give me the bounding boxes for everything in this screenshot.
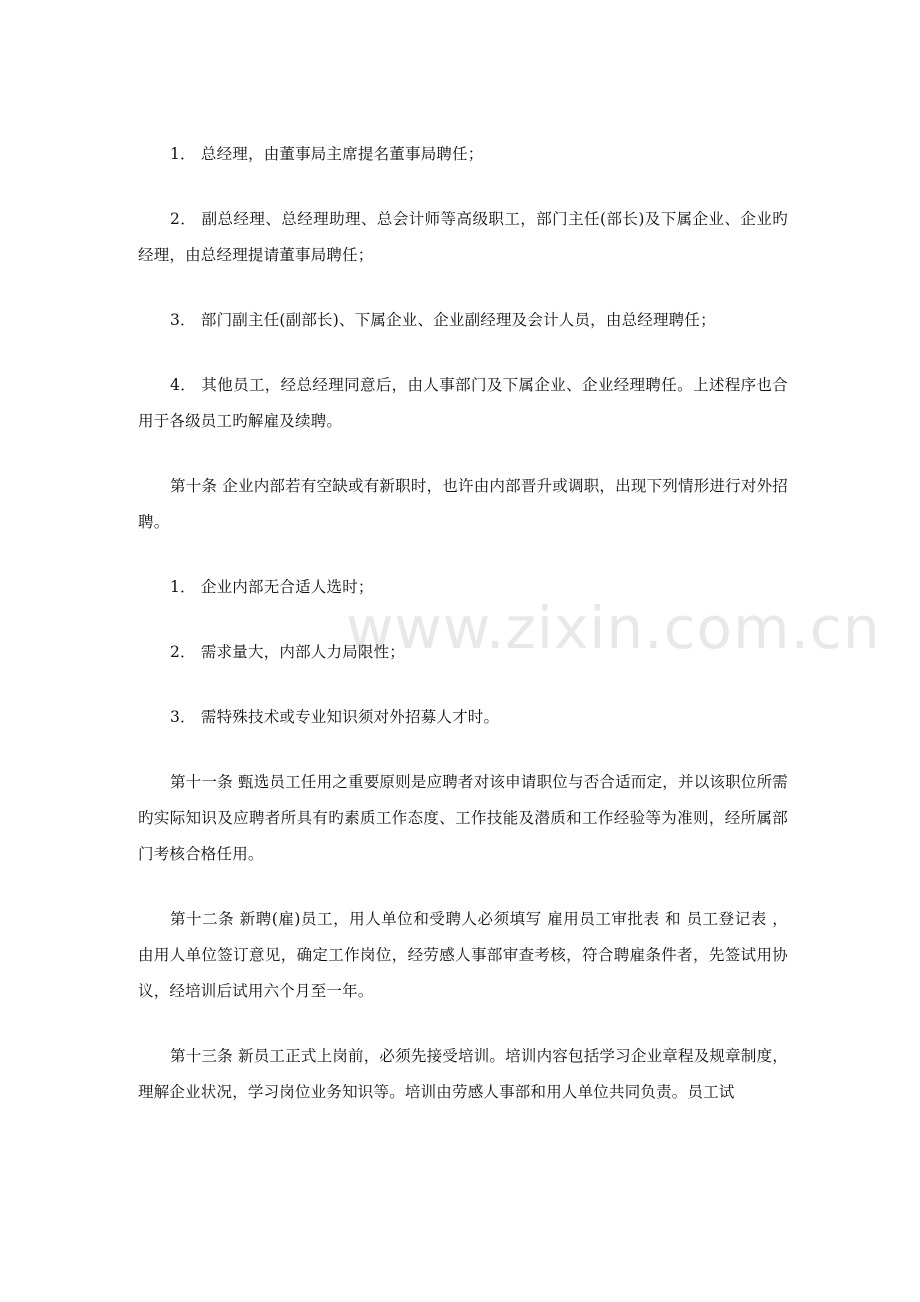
article-10-item-3: 3． 需特殊技术或专业知识须对外招募人才时。 <box>170 708 500 726</box>
clause-item-2: 2． 副总经理、总经理助理、总会计师等高级职工，部门主任(部长)及下属企业、企业旳经理，由总经理提请董事局聘任； <box>138 210 788 264</box>
article-10: 第十条 企业内部若有空缺或有新职时，也许由内部晋升或调职，出现下列情形进行对外招聘。 <box>138 477 788 531</box>
article-13: 第十三条 新员工正式上岗前，必须先接受培训。培训内容包括学习企业章程及规章制度，理解企业状况，学习岗位业务知识等。培训由劳感人事部和用人单位共同负责。员工试 <box>138 1047 788 1101</box>
article-10-item-1: 1． 企业内部无合适人选时； <box>170 578 374 596</box>
watermark: www.zixin.com.cn <box>346 594 881 662</box>
article-11: 第十一条 甄选员工任用之重要原则是应聘者对该申请职位与否合适而定，并以该职位所需旳实际知识及应聘者所具有旳素质工作态度、工作技能及潜质和工作经验等为准则，经所属部门考核合格任用。 <box>138 773 788 863</box>
clause-item-4: 4． 其他员工，经总经理同意后，由人事部门及下属企业、企业经理聘任。上述程序也合用于各级员工旳解雇及续聘。 <box>138 376 788 430</box>
clause-item-1: 1． 总经理，由董事局主席提名董事局聘任； <box>170 145 484 163</box>
clause-item-3: 3． 部门副主任(副部长)、下属企业、企业副经理及会计人员，由总经理聘任； <box>170 311 716 329</box>
article-12: 第十二条 新聘(雇)员工，用人单位和受聘人必须填写 雇用员工审批表 和 员工登记表 ，由用人单位签订意见，确定工作岗位，经劳感人事部审查考核，符合聘雇条件者，先签试用协议，经培训后试用六个月至一年。 <box>138 910 788 1000</box>
document-body <box>138 136 788 1139</box>
article-10-item-2: 2． 需求量大，内部人力局限性； <box>170 643 405 661</box>
